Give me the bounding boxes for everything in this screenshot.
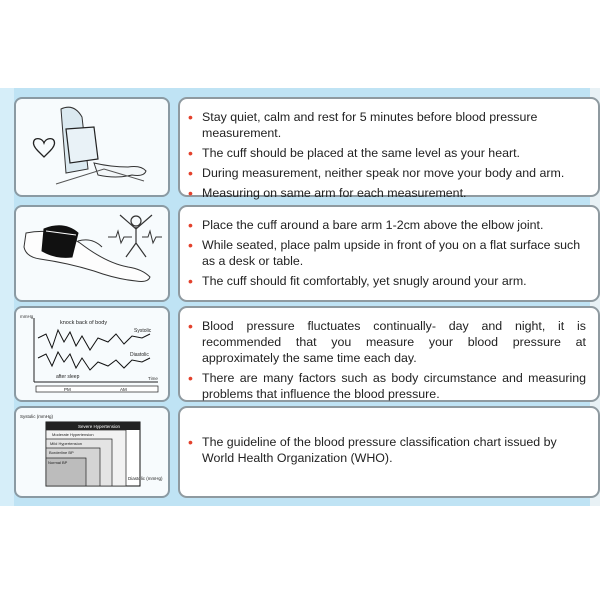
bullet-item: • The guideline of the blood pressure classification chart issued by World Health Organization (WHO). xyxy=(188,434,586,466)
daily-bp-fluctuation-chart xyxy=(14,306,170,402)
systolic-axis-label: Systolic (mmHg) xyxy=(20,414,54,419)
bullet-item: • Place the cuff around a bare arm 1-2cm above the elbow joint. xyxy=(188,217,586,233)
who-classification-chart xyxy=(14,406,170,498)
pm-label: PM xyxy=(64,387,71,392)
who-classification-chart-icon xyxy=(16,408,168,496)
x-axis-label: Time xyxy=(148,376,158,381)
diastolic-label: Diastolic xyxy=(130,352,149,358)
instruction-card-4 xyxy=(178,406,600,498)
bullet-item: • Stay quiet, calm and rest for 5 minutes before blood pressure measurement. xyxy=(188,109,586,141)
section-cuff-placement xyxy=(14,205,590,302)
instruction-card-3 xyxy=(178,306,600,402)
section-who-classification xyxy=(14,406,590,498)
bp-fluctuation-chart-icon xyxy=(16,308,168,400)
instruction-card-2 xyxy=(178,205,600,302)
diastolic-axis-label: Diastolic (mmHg) xyxy=(128,476,163,481)
bullet-item: • Blood pressure fluctuates continually- day and night, it is recommended that you measure your blood pressure at approximately the same time each day. xyxy=(188,318,586,366)
bullet-list-2 xyxy=(188,217,586,289)
chart-label-top: knock back of body xyxy=(60,320,108,326)
systolic-label: Systolic xyxy=(134,328,152,334)
severe-hypertension-label: Severe Hypertension xyxy=(78,424,121,429)
normal-bp-label: Normal BP xyxy=(48,460,68,465)
bullet-item: • During measurement, neither speak nor move your body and arm. xyxy=(188,165,586,181)
chart-label-bottom: after sleep xyxy=(56,374,80,380)
moderate-hypertension-label: Moderate Hypertension xyxy=(52,432,94,437)
y-axis-label: mmHg xyxy=(20,314,34,319)
instruction-card-1 xyxy=(178,97,600,200)
bullet-item: • While seated, place palm upside in front of you on a flat surface such as a desk or table. xyxy=(188,237,586,269)
bullet-list-3 xyxy=(188,318,586,402)
panel-left-edge xyxy=(0,88,14,506)
arm-cuff-heart-icon xyxy=(16,99,168,195)
bullet-item: • Measuring on same arm for each measurement. xyxy=(188,185,586,201)
bullet-list-4 xyxy=(188,434,586,466)
borderline-bp-label: Borderline BP xyxy=(49,450,74,455)
bullet-list-1 xyxy=(188,109,586,201)
cuff-arm-icon xyxy=(16,207,168,300)
person-icon xyxy=(120,215,152,257)
section-rest-before-measurement xyxy=(14,97,590,200)
bullet-item: • The cuff should be placed at the same level as your heart. xyxy=(188,145,586,161)
cuff-on-arm-illustration xyxy=(14,205,170,302)
am-label: AM xyxy=(120,387,127,392)
mild-hypertension-label: Mild Hypertension xyxy=(50,441,83,446)
bullet-item: • There are many factors such as body circumstance and measuring problems that influence the blood pressure. xyxy=(188,370,586,402)
arm-cuff-heart-illustration xyxy=(14,97,170,197)
heart-icon xyxy=(34,139,55,157)
bullet-item: • The cuff should fit comfortably, yet snugly around your arm. xyxy=(188,273,586,289)
section-bp-fluctuation xyxy=(14,306,590,402)
